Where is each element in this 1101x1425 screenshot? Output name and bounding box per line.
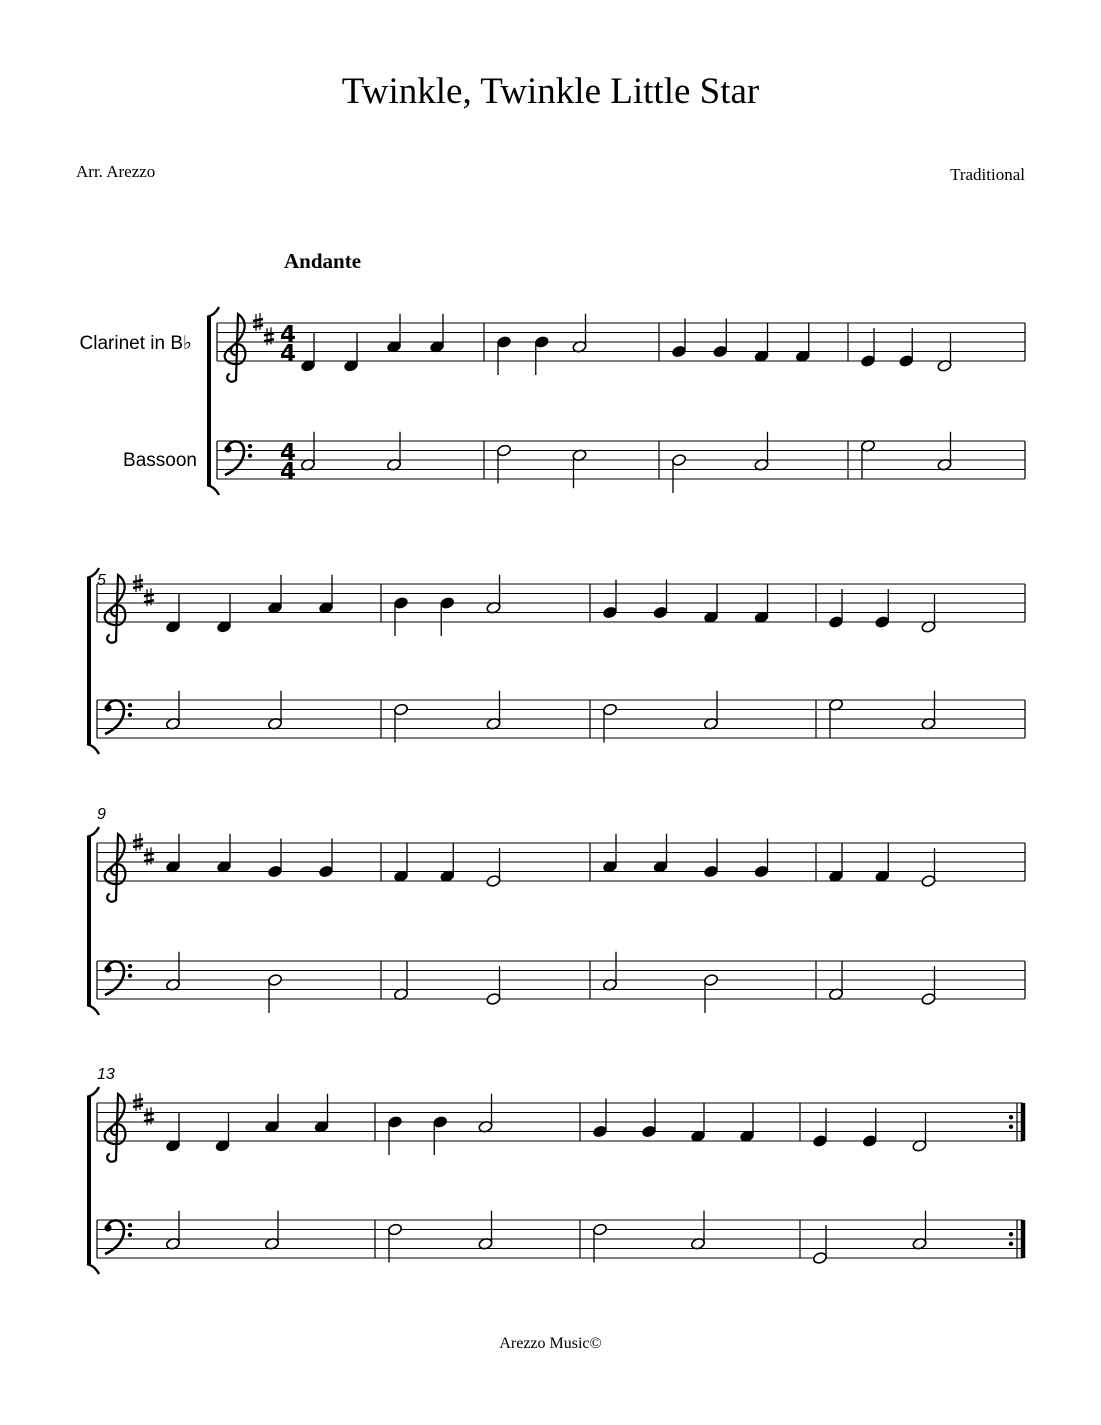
quarter-note — [875, 843, 890, 883]
quarter-note — [314, 1094, 329, 1134]
bass-clef-dot — [104, 1224, 111, 1231]
quarter-note — [267, 575, 282, 615]
staff — [97, 1103, 1023, 1141]
time-signature — [280, 322, 296, 367]
half-note — [921, 691, 936, 731]
treble-clef — [105, 1094, 126, 1162]
quarter-note — [713, 319, 728, 359]
repeat-dot — [1009, 1242, 1013, 1246]
bracket-hook — [207, 307, 219, 317]
quarter-note — [318, 575, 333, 615]
quarter-note — [534, 335, 549, 375]
half-note — [671, 453, 686, 493]
bass-clef-dot — [128, 1223, 132, 1227]
bracket-hook — [87, 568, 99, 578]
quarter-note — [264, 1094, 279, 1134]
notehead — [267, 973, 282, 986]
quarter-note — [215, 1113, 230, 1153]
notehead — [318, 865, 333, 878]
staff — [97, 584, 1025, 622]
half-note — [478, 1094, 493, 1134]
notehead — [671, 345, 686, 358]
quarter-note — [690, 1103, 705, 1143]
staff — [97, 961, 1025, 999]
half-note — [165, 952, 180, 992]
half-note — [921, 594, 936, 634]
sharp-bar — [144, 1113, 154, 1115]
quarter-note — [703, 839, 718, 879]
half-note — [937, 333, 952, 373]
half-note — [300, 432, 315, 472]
half-note — [267, 691, 282, 731]
footer-copyright: Arezzo Music© — [499, 1335, 602, 1352]
quarter-note — [429, 314, 444, 354]
quarter-note — [165, 1113, 180, 1153]
quarter-note — [602, 580, 617, 620]
notehead — [496, 444, 511, 457]
treble-clef-path — [105, 575, 126, 643]
notehead — [862, 1134, 877, 1147]
sharp-bar — [133, 1105, 143, 1107]
quarter-note — [433, 1115, 448, 1155]
half-note — [912, 1113, 927, 1153]
half-note — [264, 1211, 279, 1251]
composer-credit: Traditional — [950, 165, 1025, 184]
half-note — [828, 961, 843, 1001]
quarter-note — [440, 843, 455, 883]
notehead — [387, 1223, 402, 1236]
sharp-accidental — [144, 847, 154, 865]
half-note — [592, 1223, 607, 1263]
system-number: 5 — [97, 572, 106, 589]
quarter-note — [653, 834, 668, 874]
notehead — [703, 973, 718, 986]
notehead — [592, 1125, 607, 1138]
bass-clef-dot — [128, 974, 132, 978]
quarter-note — [216, 834, 231, 874]
notehead — [602, 606, 617, 619]
sharp-bar — [144, 1119, 154, 1121]
sharp-bar — [133, 1099, 143, 1101]
quarter-note — [875, 589, 890, 629]
half-note — [486, 691, 501, 731]
sharp-accidental — [144, 1107, 154, 1125]
quarter-note — [393, 596, 408, 636]
quarter-note — [440, 596, 455, 636]
treble-clef — [105, 834, 126, 902]
quarter-note — [496, 335, 511, 375]
quarter-note — [300, 333, 315, 373]
quarter-note — [602, 834, 617, 874]
half-note — [572, 314, 587, 354]
sharp-bar — [144, 853, 154, 855]
sharp-accidental — [133, 1093, 143, 1111]
quarter-note — [165, 834, 180, 874]
instrument-label-clarinet: Clarinet in B♭ — [79, 333, 192, 354]
quarter-note — [386, 314, 401, 354]
half-note — [602, 952, 617, 992]
bracket-hook — [87, 1005, 99, 1015]
half-note — [921, 966, 936, 1006]
quarter-note — [165, 594, 180, 634]
quarter-note — [318, 839, 333, 879]
quarter-note — [795, 323, 810, 363]
treble-clef — [225, 314, 246, 382]
notehead — [713, 345, 728, 358]
notehead — [433, 1115, 448, 1128]
quarter-note — [703, 584, 718, 624]
sharp-bar — [133, 586, 143, 588]
notehead — [812, 1134, 827, 1147]
notehead — [921, 992, 936, 1005]
sharp-accidental — [144, 588, 154, 606]
bass-clef-dot — [128, 703, 132, 707]
half-note — [496, 444, 511, 484]
bass-clef-dot — [128, 713, 132, 717]
notehead — [486, 874, 501, 887]
quarter-note — [641, 1099, 656, 1139]
sharp-bar — [133, 580, 143, 582]
treble-clef — [105, 575, 126, 643]
quarter-note — [343, 333, 358, 373]
quarter-note — [653, 580, 668, 620]
staff — [217, 323, 1025, 361]
notehead — [828, 615, 843, 628]
notehead — [812, 1251, 827, 1264]
time-signature-digit: 4 — [279, 459, 297, 485]
bracket-hook — [207, 485, 219, 495]
half-note — [486, 848, 501, 888]
bracket-hook — [87, 827, 99, 837]
half-note — [703, 691, 718, 731]
half-note — [912, 1211, 927, 1251]
half-note — [387, 1223, 402, 1263]
quarter-note — [739, 1103, 754, 1143]
sharp-bar — [144, 600, 154, 602]
half-note — [486, 966, 501, 1006]
sharp-bar — [253, 319, 263, 321]
half-note — [828, 698, 843, 738]
arranger-credit: Arr. Arezzo — [76, 162, 156, 181]
time-signature-digit: 4 — [279, 341, 297, 367]
sharp-accidental — [133, 574, 143, 592]
bracket-hook — [87, 1264, 99, 1274]
notehead — [496, 335, 511, 348]
quarter-note — [754, 584, 769, 624]
repeat-dot — [1009, 1232, 1013, 1236]
system-number: 9 — [97, 806, 106, 823]
bass-clef-dot — [224, 445, 231, 452]
half-note — [165, 691, 180, 731]
sharp-bar — [133, 845, 143, 847]
half-note — [386, 432, 401, 472]
bass-clef-dot — [128, 964, 132, 968]
half-note — [690, 1211, 705, 1251]
tempo-marking: Andante — [284, 249, 362, 273]
notehead — [486, 992, 501, 1005]
quarter-note — [267, 839, 282, 879]
bracket-hook — [87, 1087, 99, 1097]
half-note — [860, 439, 875, 479]
sharp-accidental — [253, 313, 263, 331]
time-signature — [280, 440, 296, 485]
quarter-note — [860, 328, 875, 368]
sharp-bar — [253, 325, 263, 327]
notehead — [754, 865, 769, 878]
sharp-bar — [144, 594, 154, 596]
sharp-bar — [264, 333, 274, 335]
time-signature-digit: 4 — [279, 322, 297, 348]
quarter-note — [393, 843, 408, 883]
notehead — [440, 596, 455, 609]
half-note — [478, 1211, 493, 1251]
quarter-note — [862, 1108, 877, 1148]
quarter-note — [387, 1115, 402, 1155]
notehead — [703, 865, 718, 878]
instrument-label-bassoon: Bassoon — [123, 450, 197, 471]
notehead — [653, 606, 668, 619]
staff — [97, 1220, 1023, 1258]
half-note — [812, 1225, 827, 1265]
quarter-note — [899, 328, 914, 368]
notehead — [875, 615, 890, 628]
half-note — [754, 432, 769, 472]
notehead — [602, 703, 617, 716]
notehead — [267, 865, 282, 878]
bracket-hook — [87, 744, 99, 754]
notehead — [921, 874, 936, 887]
sharp-accidental — [264, 327, 274, 345]
quarter-note — [754, 839, 769, 879]
time-signature-digit: 4 — [279, 440, 297, 466]
repeat-dot — [1009, 1125, 1013, 1129]
quarter-note — [812, 1108, 827, 1148]
half-note — [165, 1211, 180, 1251]
system-number: 13 — [97, 1066, 115, 1083]
notehead — [899, 354, 914, 367]
notehead — [592, 1223, 607, 1236]
half-note — [393, 961, 408, 1001]
bass-clef-dot — [248, 444, 252, 448]
half-note — [267, 973, 282, 1013]
sharp-accidental — [133, 833, 143, 851]
treble-clef-path — [225, 314, 246, 382]
treble-clef-path — [105, 1094, 126, 1162]
notehead — [387, 1115, 402, 1128]
staff — [97, 700, 1025, 738]
notehead — [860, 354, 875, 367]
half-note — [937, 432, 952, 472]
half-note — [572, 449, 587, 489]
half-note — [393, 703, 408, 743]
bass-clef-dot — [104, 965, 111, 972]
repeat-dot — [1009, 1115, 1013, 1119]
quarter-note — [754, 323, 769, 363]
notehead — [393, 703, 408, 716]
score-title: Twinkle, Twinkle Little Star — [341, 71, 760, 112]
notehead — [671, 453, 686, 466]
bass-clef-dot — [248, 454, 252, 458]
sharp-bar — [144, 859, 154, 861]
half-note — [602, 703, 617, 743]
half-note — [921, 848, 936, 888]
quarter-note — [592, 1099, 607, 1139]
bass-clef-dot — [128, 1233, 132, 1237]
staff — [217, 441, 1025, 479]
notehead — [393, 596, 408, 609]
quarter-note — [828, 589, 843, 629]
half-note — [703, 973, 718, 1013]
quarter-note — [828, 843, 843, 883]
quarter-note — [671, 319, 686, 359]
notehead — [534, 335, 549, 348]
quarter-note — [216, 594, 231, 634]
sharp-bar — [264, 339, 274, 341]
treble-clef-path — [105, 834, 126, 902]
bass-clef-dot — [104, 704, 111, 711]
sharp-bar — [133, 839, 143, 841]
notehead — [641, 1125, 656, 1138]
half-note — [486, 575, 501, 615]
